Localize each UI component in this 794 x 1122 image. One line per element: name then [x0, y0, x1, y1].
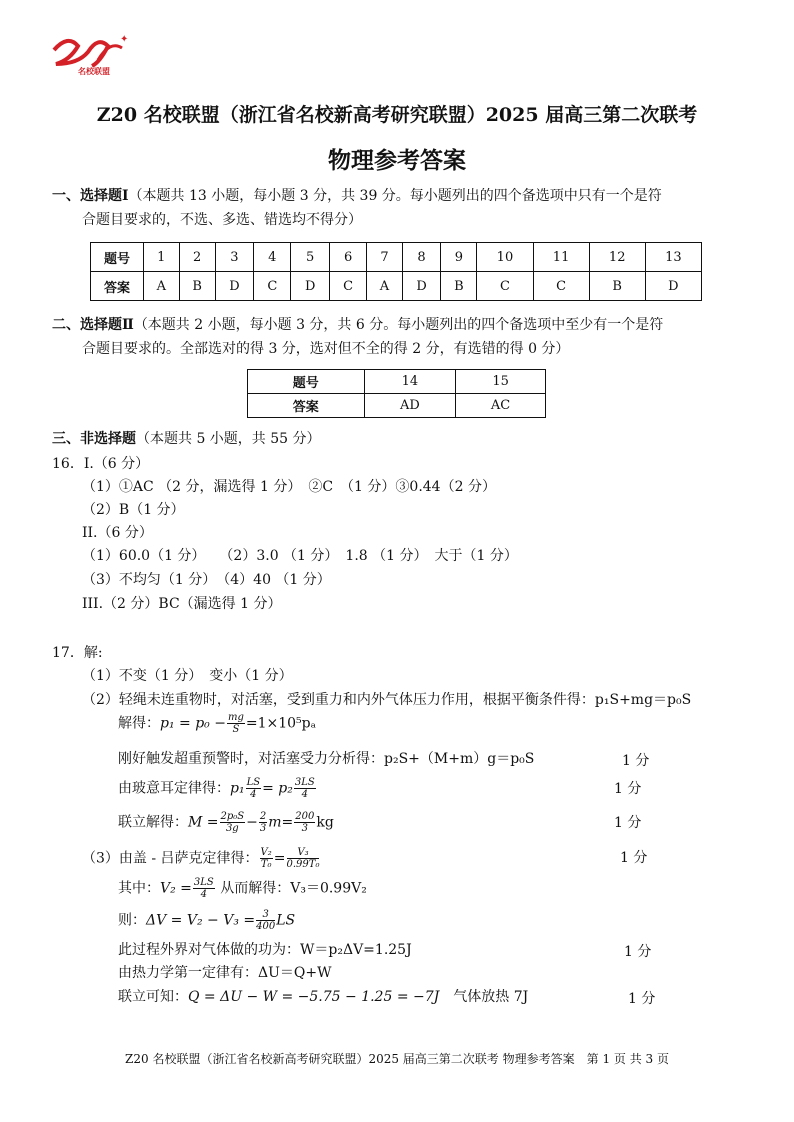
- label: 由玻意耳定律得：: [118, 780, 230, 797]
- question-number: 7: [367, 243, 403, 272]
- label: 联立解得：: [118, 814, 188, 831]
- question-number: 8: [402, 243, 441, 272]
- score: 1 分: [614, 815, 642, 831]
- fraction: $\frac{2}{3}$: [259, 811, 267, 834]
- fraction: $\frac{3LS}{4}$: [193, 877, 214, 900]
- row-label: 题号: [91, 243, 144, 272]
- sec1-heading: 一、选择题Ⅰ: [52, 188, 129, 204]
- logo: [48, 30, 138, 80]
- label: 解得：: [118, 715, 160, 732]
- answer-cell: AC: [456, 394, 546, 418]
- q16-line: 16．I.（6 分）: [52, 456, 150, 472]
- svg-text:✦: ✦: [120, 34, 129, 45]
- q17-part2-line: [118, 712, 316, 735]
- q17-part3-line: 由热力学第一定律有：ΔU＝Q+W: [118, 965, 332, 981]
- q17-part2-line: [118, 811, 334, 834]
- q17-part3-line: [118, 877, 367, 900]
- question-number: 2: [179, 243, 215, 272]
- row-label: 答案: [248, 394, 365, 418]
- q17-part3-line: [82, 847, 320, 870]
- formula: kg: [316, 814, 334, 831]
- document-title: Z20 名校联盟（浙江省名校新高考研究联盟）2025 届高三第二次联考: [96, 104, 698, 126]
- sec2-heading-line: [52, 316, 663, 334]
- answer-cell: C: [533, 272, 589, 301]
- formula: Q = ΔU − W = −5.75 − 1.25 = −7J: [188, 989, 440, 1005]
- table-row: [91, 243, 702, 272]
- formula: =1×10⁵pₐ: [245, 715, 317, 732]
- q16-line: II.（6 分）: [82, 525, 153, 541]
- answer-cell: C: [254, 272, 291, 301]
- label: 联立可知：: [118, 989, 188, 1005]
- sec2-desc: （本题共 2 小题，每小题 3 分，共 6 分。每小题列出的四个备选项中至少有一个是符: [133, 317, 664, 333]
- score: 1 分: [622, 753, 650, 769]
- fraction: $\frac{mg}{S}$: [227, 712, 244, 735]
- q16-line: （1）①AC （2 分，漏选得 1 分） ②C （1 分）③0.44（2 分）: [82, 479, 496, 495]
- q16-line: III.（2 分）BC（漏选得 1 分）: [82, 596, 282, 612]
- table-row: [248, 370, 546, 394]
- label: 则：: [118, 912, 146, 929]
- answer-cell: D: [645, 272, 701, 301]
- answer-cell: D: [402, 272, 441, 301]
- score: 1 分: [628, 991, 656, 1007]
- answer-cell: C: [477, 272, 533, 301]
- sec1-heading-line: [52, 187, 662, 205]
- answer-cell: D: [215, 272, 254, 301]
- table-row: [91, 272, 702, 301]
- question-number: 10: [477, 243, 533, 272]
- question-number: 12: [589, 243, 645, 272]
- answer-cell: B: [441, 272, 477, 301]
- formula: m=: [268, 814, 294, 831]
- question-number: 9: [441, 243, 477, 272]
- question-number: 1: [144, 243, 180, 272]
- sec1-desc: （本题共 13 小题，每小题 3 分，共 39 分。每小题列出的四个备选项中只有一个是符: [128, 188, 662, 204]
- q17-head: 17．解:: [52, 645, 103, 661]
- label: （3）由盖 - 吕萨克定律得：: [82, 850, 259, 867]
- formula: = p₂: [262, 780, 293, 797]
- sec2-desc-2: 合题目要求的。全部选对的得 3 分，选对但不全的得 2 分，有选错的得 0 分）: [82, 341, 570, 357]
- fraction: $\frac{\text{V₃}}{\text{0.99T₀}}$: [286, 847, 320, 870]
- answer-cell: C: [329, 272, 366, 301]
- sec1-answer-table: [90, 242, 702, 301]
- answer-cell: AD: [364, 394, 456, 418]
- logo-text: 名校联盟: [78, 66, 110, 76]
- question-number: 6: [329, 243, 366, 272]
- formula: V₂ =: [160, 880, 192, 897]
- q16-line: （3）不均匀（1 分） （4）40 （1 分）: [82, 572, 331, 588]
- question-number: 3: [215, 243, 254, 272]
- answer-cell: A: [367, 272, 403, 301]
- q17-part3-line: [118, 988, 528, 1006]
- question-number: 11: [533, 243, 589, 272]
- question-number: 13: [645, 243, 701, 272]
- answer-cell: B: [589, 272, 645, 301]
- q17-part2-line: （2）轻绳未连重物时，对活塞，受到重力和内外气体压力作用，根据平衡条件得：p₁S+mg＝p₀S: [82, 692, 692, 708]
- formula: p₁: [230, 780, 245, 797]
- table-row: [248, 394, 546, 418]
- q17-part1: （1）不变（1 分） 变小（1 分）: [82, 668, 293, 684]
- fraction: $\frac{LS}{4}$: [246, 777, 261, 800]
- fraction: $\frac{200}{3}$: [295, 811, 315, 834]
- q17-part2-line: 刚好触发超重预警时，对活塞受力分析得：p₂S+（M+m）g＝p₀S: [118, 751, 535, 767]
- formula: 从而解得：V₃＝0.99V₂: [215, 880, 367, 897]
- formula: −: [246, 814, 258, 831]
- answer-cell: D: [291, 272, 330, 301]
- q17-part2-line: [118, 777, 317, 800]
- fraction: $\frac{\text{2p₀S}}{3g}$: [220, 811, 245, 834]
- sec3-desc: （本题共 5 小题，共 55 分）: [136, 431, 321, 447]
- sec2-answer-table: [247, 369, 546, 418]
- formula: ΔV = V₂ − V₃ =: [146, 912, 256, 929]
- document-subtitle: 物理参考答案: [328, 147, 466, 174]
- question-number: 5: [291, 243, 330, 272]
- q17-part3-line: 此过程外界对气体做的功为：W＝p₂ΔV=1.25J: [118, 942, 412, 958]
- answer-cell: A: [144, 272, 180, 301]
- answer-cell: B: [179, 272, 215, 301]
- q17-part3-line: [118, 909, 295, 932]
- page-footer: Z20 名校联盟（浙江省名校新高考研究联盟）2025 届高三第二次联考 物理参考答案 第 1 页 共 3 页: [125, 1052, 669, 1066]
- q16-line: （1）60.0（1 分） （2）3.0 （1 分） 1.8 （1 分） 大于（1 分）: [82, 548, 518, 564]
- sec2-heading: 二、选择题Ⅱ: [52, 317, 134, 333]
- formula: p₁ = p₀ −: [160, 715, 226, 732]
- row-label: 答案: [91, 272, 144, 301]
- question-number: 14: [364, 370, 456, 394]
- formula: =: [273, 850, 286, 867]
- question-number: 15: [456, 370, 546, 394]
- fraction: $\frac{3LS}{4}$: [294, 777, 315, 800]
- question-number: 4: [254, 243, 291, 272]
- q16-line: （2）B（1 分）: [82, 502, 185, 518]
- formula: LS: [276, 912, 296, 929]
- formula: 气体放热 7J: [439, 989, 529, 1005]
- sec3-heading-line: [52, 430, 321, 448]
- score: 1 分: [620, 850, 648, 866]
- sec1-desc-2: 合题目要求的，不选、多选、错选均不得分）: [82, 212, 362, 228]
- sec3-heading: 三、非选择题: [52, 431, 136, 447]
- row-label: 题号: [248, 370, 365, 394]
- formula: M =: [188, 814, 219, 831]
- score: 1 分: [614, 781, 642, 797]
- fraction: $\frac{\text{V₂}}{\text{T₀}}$: [260, 847, 272, 870]
- label: 其中：: [118, 880, 160, 897]
- score: 1 分: [624, 944, 652, 960]
- fraction: $\frac{3}{400}$: [256, 909, 276, 932]
